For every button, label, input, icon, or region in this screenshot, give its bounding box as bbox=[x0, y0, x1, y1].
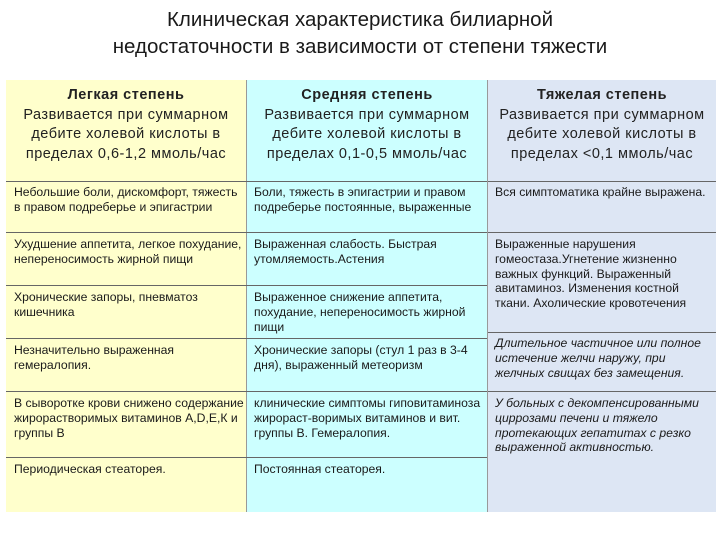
row-divider bbox=[488, 181, 716, 182]
page-title bbox=[0, 6, 720, 60]
moderate-cell: Хронические запоры (стул 1 раз в 3-4 дня), выраженный метеоризм bbox=[254, 343, 468, 372]
header-mild-desc: Развивается при суммарном дебите холевой кислоты в пределах 0,6-1,2 ммоль/час bbox=[23, 106, 229, 162]
row-divider bbox=[6, 338, 487, 339]
row-divider bbox=[488, 391, 716, 392]
row-divider bbox=[6, 181, 487, 182]
header-mild bbox=[6, 86, 246, 182]
header-mild-name: Легкая степень bbox=[67, 87, 185, 103]
title-line-1: Клиническая характеристика билиарной bbox=[166, 8, 554, 31]
severe-cell: Длительное частичное или полное истечение желчи наружу, при желчных свищах без замещения. bbox=[495, 336, 701, 380]
header-moderate bbox=[247, 86, 487, 182]
mild-cell: Незначительно выраженная гемералопия. bbox=[14, 343, 175, 372]
moderate-cell: Боли, тяжесть в эпигастрии и правом подреберье постоянные, выраженные bbox=[254, 185, 472, 214]
row-divider bbox=[488, 332, 716, 333]
title-line-2: недостаточности в зависимости от степени тяжести bbox=[112, 35, 608, 58]
mild-cell: Небольшие боли, дискомфорт, тяжесть в правом подреберье и эпигастрии bbox=[14, 185, 238, 214]
mild-cell: Ухудшение аппетита, легкое похудание, непереносимость жирной пищи bbox=[14, 237, 242, 266]
row-divider bbox=[6, 232, 487, 233]
moderate-cell: клинические симптомы гиповитаминоза жирораст-воримых витаминов и вит. группы В. Гемералопия. bbox=[254, 396, 481, 440]
header-severe bbox=[488, 86, 716, 182]
mild-cell: Периодическая стеаторея. bbox=[14, 462, 166, 476]
header-severe-name: Тяжелая степень bbox=[536, 87, 668, 103]
row-divider bbox=[6, 285, 487, 286]
severe-cell: Вся симптоматика крайне выражена. bbox=[495, 185, 706, 199]
row-divider bbox=[6, 391, 487, 392]
severity-table bbox=[6, 80, 716, 512]
row-divider bbox=[6, 457, 487, 458]
mild-cell: Хронические запоры, пневматоз кишечника bbox=[14, 290, 198, 319]
mild-cell: В сыворотке крови снижено содержание жирорастворимых витаминов А,D,Е,К и группы В bbox=[14, 396, 244, 440]
moderate-cell: Выраженное снижение аппетита, похудание, непереносимость жирной пищи bbox=[254, 290, 466, 334]
moderate-cell: Постоянная стеаторея. bbox=[254, 462, 386, 476]
header-moderate-desc: Развивается при суммарном дебите холевой кислоты в пределах 0,1-0,5 ммоль/час bbox=[264, 106, 470, 162]
header-moderate-name: Средняя степень bbox=[301, 87, 433, 103]
moderate-cell: Выраженная слабость. Быстрая утомляемость.Астения bbox=[254, 237, 437, 266]
header-severe-desc: Развивается при суммарном дебите холевой кислоты в пределах <0,1 ммоль/час bbox=[499, 106, 705, 162]
severe-cell: Выраженные нарушения гомеостаза.Угнетение жизненно важных функций. Выраженный авитаминоз. Изменения костной ткани. Ахолические кровотечения bbox=[495, 237, 687, 311]
row-divider bbox=[488, 232, 716, 233]
severe-cell: У больных с декомпенсированными циррозами печени и тяжело протекающих гепатитах с резко выраженной активностью. bbox=[495, 396, 699, 455]
